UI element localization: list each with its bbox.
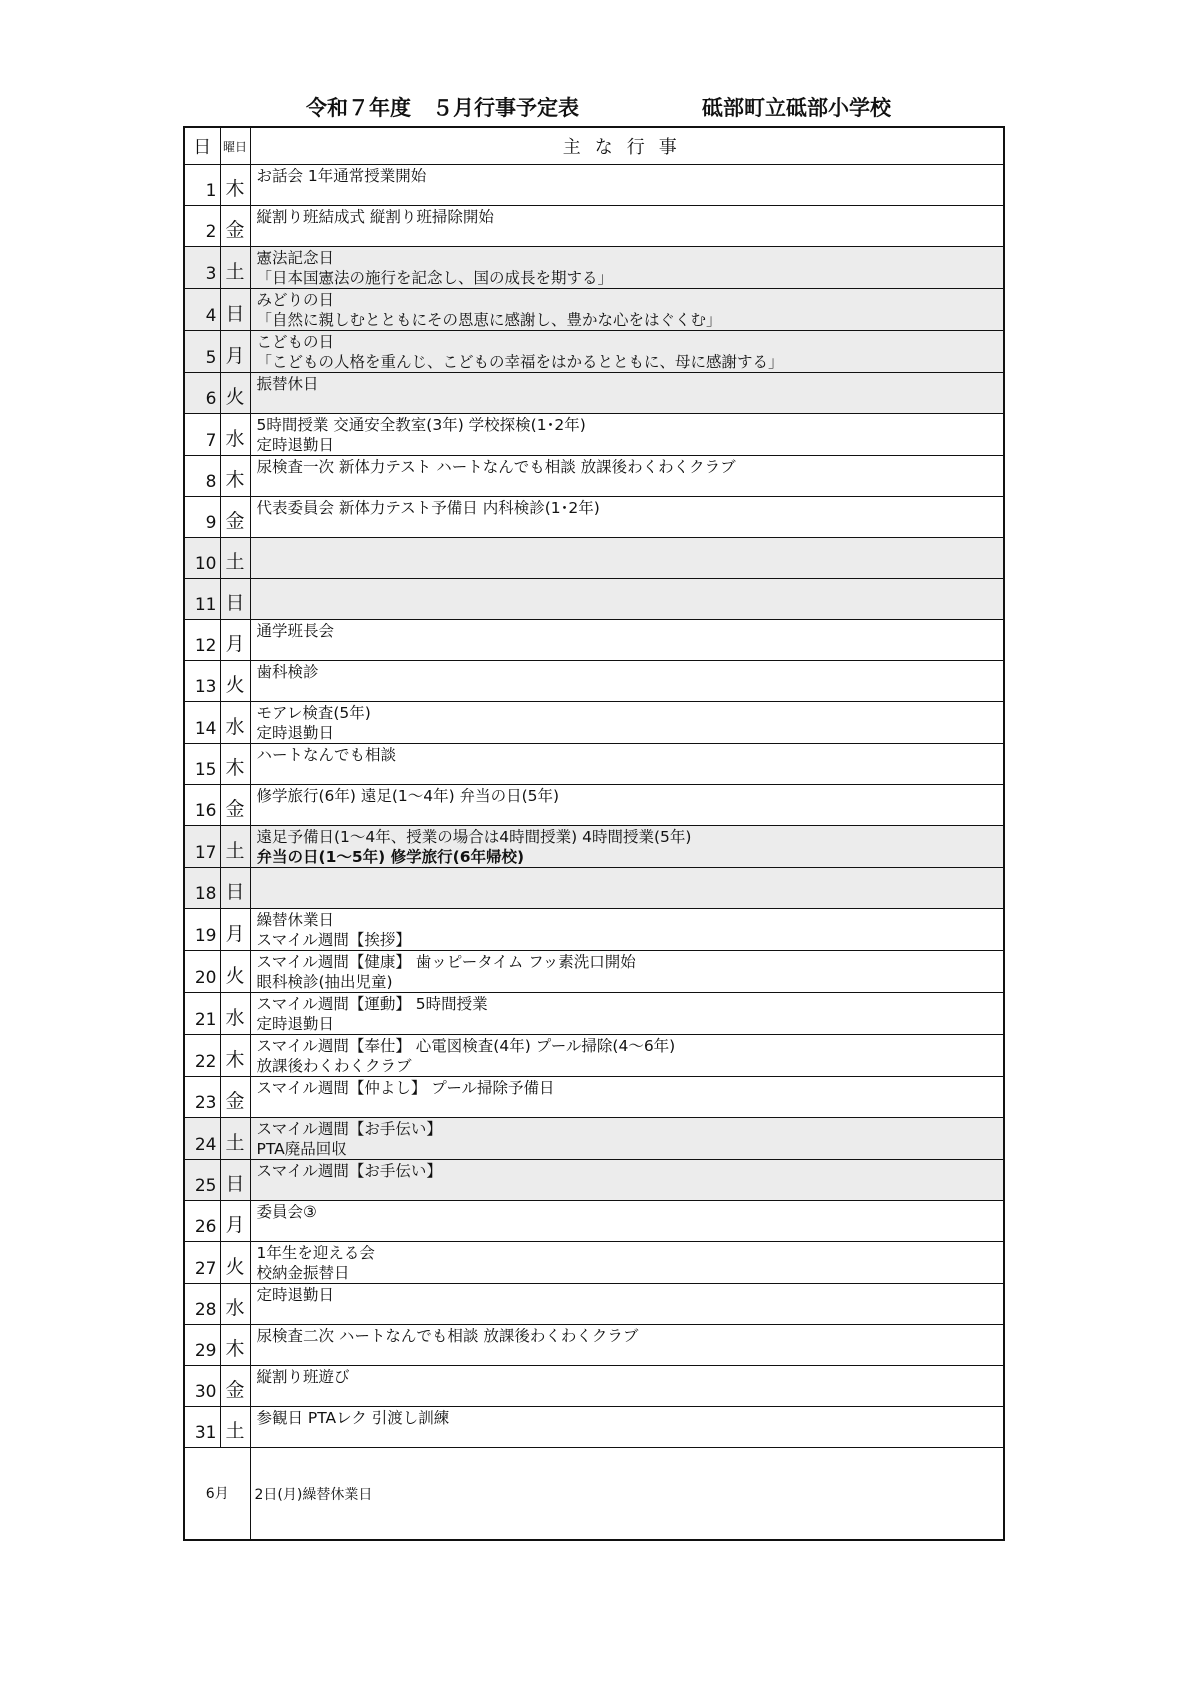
events-cell	[250, 1325, 1004, 1366]
weekday-cell: 水	[220, 1284, 250, 1325]
table-row	[184, 1160, 1004, 1201]
table-row	[184, 1077, 1004, 1118]
event-line: 尿検査一次 新体力テスト ハートなんでも相談 放課後わくわくクラブ	[256, 458, 736, 476]
weekday-cell: 月	[220, 620, 250, 661]
events-cell	[250, 1077, 1004, 1118]
day-cell: 15	[184, 744, 220, 785]
weekday-cell: 木	[220, 1325, 250, 1366]
event-line: 5時間授業 交通安全教室(3年) 学校探検(1･2年)	[256, 416, 586, 434]
table-row	[184, 373, 1004, 414]
schedule-table	[183, 126, 1005, 1541]
weekday-cell: 月	[220, 1201, 250, 1242]
event-line: お話会 1年通常授業開始	[256, 167, 427, 185]
table-row	[184, 1242, 1004, 1284]
day-cell: 13	[184, 661, 220, 702]
day-cell: 22	[184, 1035, 220, 1077]
events-cell	[250, 206, 1004, 247]
events-cell	[250, 909, 1004, 951]
event-line: 定時退勤日	[256, 724, 335, 742]
table-row	[184, 951, 1004, 993]
day-cell: 21	[184, 993, 220, 1035]
weekday-cell: 木	[220, 744, 250, 785]
event-line: 遠足予備日(1～4年、授業の場合は4時間授業) 4時間授業(5年)	[256, 828, 692, 846]
events-cell	[250, 744, 1004, 785]
weekday-cell: 木	[220, 1035, 250, 1077]
event-line: 「こどもの人格を重んじ、こどもの幸福をはかるとともに、母に感謝する」	[256, 353, 784, 371]
table-row	[184, 579, 1004, 620]
day-cell: 12	[184, 620, 220, 661]
events-cell	[250, 951, 1004, 993]
event-line: スマイル週間【仲よし】 プール掃除予備日	[256, 1079, 555, 1097]
event-line: 修学旅行(6年) 遠足(1～4年) 弁当の日(5年)	[256, 787, 560, 805]
event-line: こどもの日	[256, 333, 335, 351]
events-cell	[250, 826, 1004, 868]
table-row	[184, 331, 1004, 373]
event-line: 校納金振替日	[256, 1264, 350, 1282]
day-cell: 31	[184, 1407, 220, 1448]
event-line: 委員会③	[256, 1203, 317, 1221]
event-line: 定時退勤日	[256, 436, 335, 454]
schedule-body	[184, 165, 1004, 1448]
event-line: 縦割り班遊び	[256, 1368, 350, 1386]
day-cell: 3	[184, 247, 220, 289]
weekday-cell: 水	[220, 414, 250, 456]
weekday-cell: 木	[220, 456, 250, 497]
event-line: 定時退勤日	[256, 1015, 335, 1033]
weekday-cell: 土	[220, 826, 250, 868]
table-row	[184, 826, 1004, 868]
weekday-cell: 金	[220, 206, 250, 247]
event-line: 眼科検診(抽出児童)	[256, 973, 393, 991]
event-line: 参観日 PTAレク 引渡し訓練	[256, 1409, 450, 1427]
events-cell	[250, 785, 1004, 826]
events-cell	[250, 579, 1004, 620]
events-cell	[250, 1201, 1004, 1242]
events-cell	[250, 165, 1004, 206]
weekday-cell: 土	[220, 247, 250, 289]
events-cell	[250, 373, 1004, 414]
table-row	[184, 1407, 1004, 1448]
events-cell	[250, 538, 1004, 579]
event-line: 「日本国憲法の施行を記念し、国の成長を期する」	[256, 269, 614, 287]
event-line: 放課後わくわくクラブ	[256, 1057, 412, 1075]
table-row	[184, 414, 1004, 456]
weekday-cell: 土	[220, 1118, 250, 1160]
event-line: 繰替休業日	[256, 911, 335, 929]
next-month-label: 6月	[184, 1448, 250, 1540]
day-cell: 9	[184, 497, 220, 538]
day-cell: 24	[184, 1118, 220, 1160]
table-row	[184, 993, 1004, 1035]
day-cell: 19	[184, 909, 220, 951]
events-cell	[250, 993, 1004, 1035]
weekday-cell: 火	[220, 661, 250, 702]
table-row	[184, 744, 1004, 785]
events-cell	[250, 1242, 1004, 1284]
weekday-cell: 土	[220, 1407, 250, 1448]
weekday-cell: 火	[220, 1242, 250, 1284]
table-row	[184, 497, 1004, 538]
weekday-cell: 金	[220, 1366, 250, 1407]
table-row	[184, 538, 1004, 579]
table-row	[184, 247, 1004, 289]
events-cell	[250, 1118, 1004, 1160]
header-events: 主な行事	[250, 127, 1004, 165]
events-cell	[250, 1284, 1004, 1325]
day-cell: 10	[184, 538, 220, 579]
weekday-cell: 木	[220, 165, 250, 206]
weekday-cell: 火	[220, 951, 250, 993]
event-line: 歯科検診	[256, 663, 319, 681]
events-cell	[250, 661, 1004, 702]
day-cell: 6	[184, 373, 220, 414]
table-row	[184, 1284, 1004, 1325]
events-cell	[250, 497, 1004, 538]
day-cell: 29	[184, 1325, 220, 1366]
event-line: モアレ検査(5年)	[256, 704, 371, 722]
day-cell: 11	[184, 579, 220, 620]
event-line: 「自然に親しむとともにその恩恵に感謝し、豊かな心をはぐくむ」	[256, 311, 722, 329]
event-line: 尿検査二次 ハートなんでも相談 放課後わくわくクラブ	[256, 1327, 639, 1345]
weekday-cell: 日	[220, 579, 250, 620]
weekday-cell: 水	[220, 702, 250, 744]
event-line: ハートなんでも相談	[256, 746, 397, 764]
event-line: スマイル週間【奉仕】 心電図検査(4年) プール掃除(4～6年)	[256, 1037, 676, 1055]
day-cell: 14	[184, 702, 220, 744]
day-cell: 25	[184, 1160, 220, 1201]
events-cell	[250, 1160, 1004, 1201]
table-row	[184, 1201, 1004, 1242]
weekday-cell: 日	[220, 1160, 250, 1201]
table-row	[184, 456, 1004, 497]
header-weekday: 曜日	[220, 127, 250, 165]
day-cell: 8	[184, 456, 220, 497]
event-line: みどりの日	[256, 291, 335, 309]
table-row	[184, 165, 1004, 206]
day-cell: 1	[184, 165, 220, 206]
weekday-cell: 金	[220, 497, 250, 538]
events-cell	[250, 868, 1004, 909]
event-line: 縦割り班結成式 縦割り班掃除開始	[256, 208, 494, 226]
weekday-cell: 月	[220, 909, 250, 951]
header-day: 日	[184, 127, 220, 165]
weekday-cell: 日	[220, 868, 250, 909]
event-line: 振替休日	[256, 375, 319, 393]
table-row	[184, 785, 1004, 826]
table-row	[184, 289, 1004, 331]
events-cell	[250, 702, 1004, 744]
event-line: スマイル週間【お手伝い】	[256, 1120, 442, 1138]
event-line: スマイル週間【運動】 5時間授業	[256, 995, 488, 1013]
weekday-cell: 水	[220, 993, 250, 1035]
event-line: 代表委員会 新体力テスト予備日 内科検診(1･2年)	[256, 499, 600, 517]
events-cell	[250, 331, 1004, 373]
events-cell	[250, 620, 1004, 661]
table-row	[184, 1325, 1004, 1366]
table-row	[184, 620, 1004, 661]
school-name: 砥部町立砥部小学校	[702, 95, 891, 120]
event-line: 1年生を迎える会	[256, 1244, 375, 1262]
day-cell: 26	[184, 1201, 220, 1242]
event-line: 通学班長会	[256, 622, 335, 640]
day-cell: 16	[184, 785, 220, 826]
event-line: 定時退勤日	[256, 1286, 335, 1304]
weekday-cell: 火	[220, 373, 250, 414]
events-cell	[250, 247, 1004, 289]
day-cell: 2	[184, 206, 220, 247]
events-cell	[250, 414, 1004, 456]
table-row	[184, 1035, 1004, 1077]
table-row	[184, 661, 1004, 702]
weekday-cell: 土	[220, 538, 250, 579]
next-month-note: 2日(月)繰替休業日	[250, 1448, 1004, 1540]
weekday-cell: 金	[220, 1077, 250, 1118]
page-title	[0, 92, 1200, 122]
events-cell	[250, 1035, 1004, 1077]
events-cell	[250, 456, 1004, 497]
events-cell	[250, 1407, 1004, 1448]
day-cell: 5	[184, 331, 220, 373]
event-line: 弁当の日(1～5年) 修学旅行(6年帰校)	[256, 848, 525, 866]
event-line: スマイル週間【挨拶】	[256, 931, 411, 949]
day-cell: 20	[184, 951, 220, 993]
weekday-cell: 日	[220, 289, 250, 331]
day-cell: 7	[184, 414, 220, 456]
next-month-row	[184, 1448, 1004, 1540]
weekday-cell: 月	[220, 331, 250, 373]
events-cell	[250, 289, 1004, 331]
table-header-row	[184, 127, 1004, 165]
day-cell: 17	[184, 826, 220, 868]
weekday-cell: 金	[220, 785, 250, 826]
event-line: スマイル週間【お手伝い】	[256, 1162, 442, 1180]
event-line: スマイル週間【健康】 歯ッピータイム フッ素洗口開始	[256, 953, 636, 971]
table-row	[184, 1366, 1004, 1407]
day-cell: 27	[184, 1242, 220, 1284]
table-row	[184, 909, 1004, 951]
table-row	[184, 868, 1004, 909]
day-cell: 28	[184, 1284, 220, 1325]
table-row	[184, 206, 1004, 247]
title-text: 令和７年度 ５月行事予定表	[306, 95, 579, 120]
day-cell: 18	[184, 868, 220, 909]
event-line: 憲法記念日	[256, 249, 335, 267]
table-row	[184, 1118, 1004, 1160]
events-cell	[250, 1366, 1004, 1407]
day-cell: 23	[184, 1077, 220, 1118]
event-line: PTA廃品回収	[256, 1140, 347, 1158]
day-cell: 30	[184, 1366, 220, 1407]
table-row	[184, 702, 1004, 744]
day-cell: 4	[184, 289, 220, 331]
